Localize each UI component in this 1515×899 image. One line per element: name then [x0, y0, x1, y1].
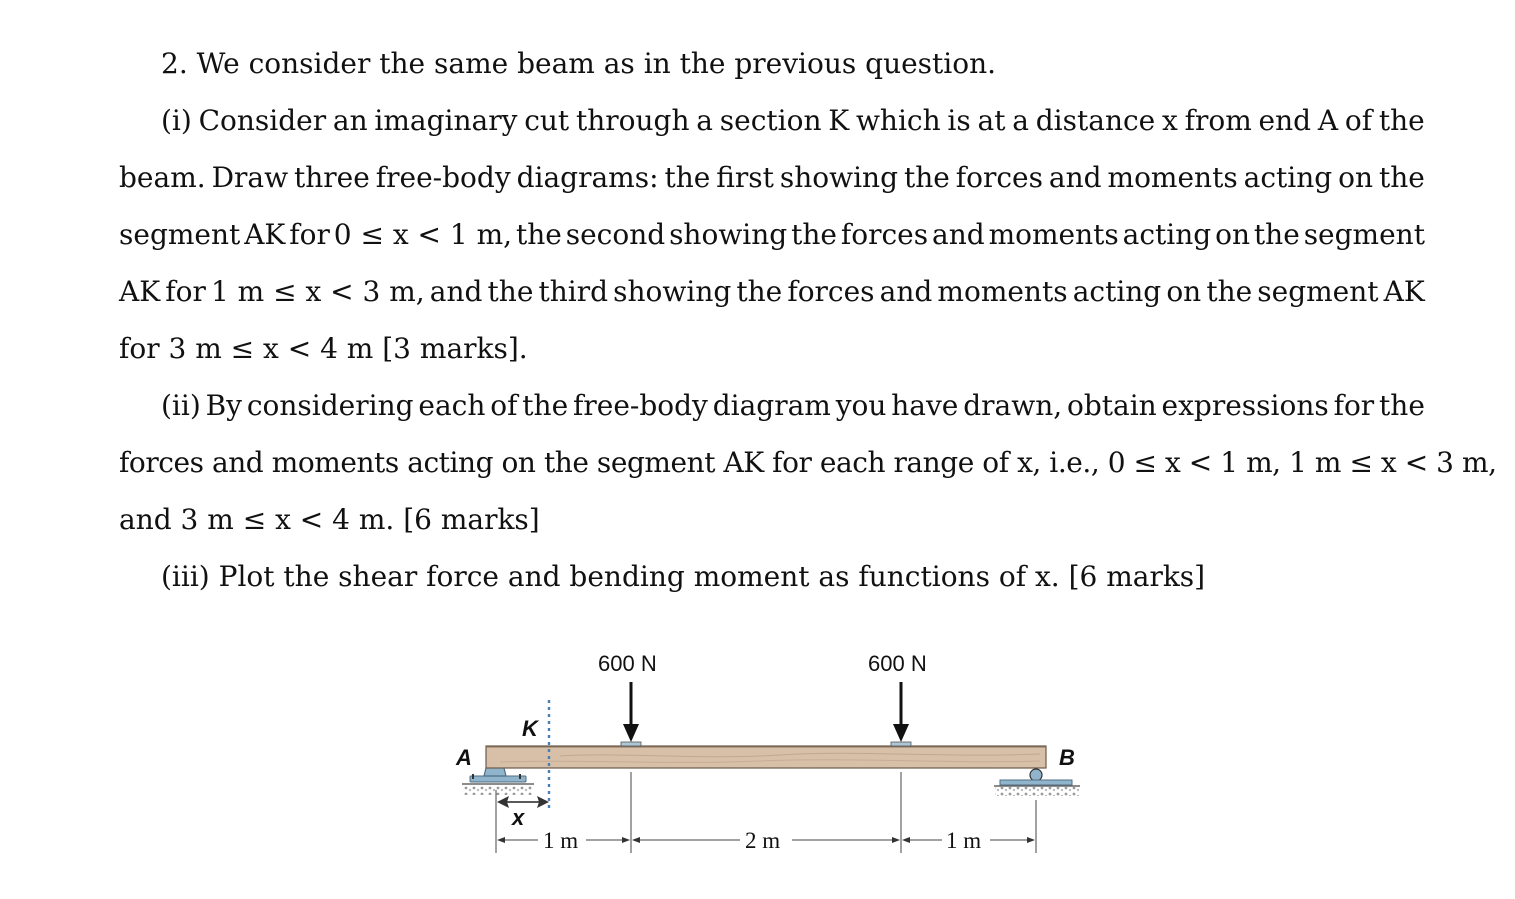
word: the [736, 275, 783, 308]
word: the [1379, 389, 1425, 422]
word: AK [244, 218, 286, 251]
word: the [515, 218, 562, 251]
word: acting [1072, 275, 1162, 308]
dimension-3-label: 1 m [946, 828, 982, 853]
word: K [828, 104, 850, 137]
word: acting [1122, 218, 1212, 251]
word: first [716, 161, 774, 194]
word: the [1378, 161, 1425, 194]
word: the [664, 161, 711, 194]
word: and [932, 218, 985, 251]
word: forces [955, 161, 1043, 194]
word: for [289, 218, 330, 251]
question-intro: 2. We consider the same beam as in the previous question. [161, 47, 997, 80]
word: AK [119, 275, 161, 308]
part-ii-line-2: forces and moments acting on the segment AK for each range of x, i.e., 0 ≤ x < 1 m, 1 m ≤ x < 3 m, [119, 446, 1497, 479]
word: distance [1035, 104, 1156, 137]
word: showing [669, 218, 788, 251]
word: considering [246, 389, 414, 422]
word: expressions [1161, 389, 1329, 422]
word: for [1333, 389, 1375, 422]
word: imaginary [374, 104, 518, 137]
word: for [165, 275, 206, 308]
word: segment [119, 218, 241, 251]
dimension-2-label: 2 m [745, 828, 781, 853]
part-i-line-5: for 3 m ≤ x < 4 m [3 marks]. [119, 332, 528, 365]
word: moments [937, 275, 1068, 308]
word: the [903, 161, 950, 194]
word: obtain [1066, 389, 1157, 422]
roller-support-b [994, 769, 1080, 796]
load-arrow-2 [893, 682, 909, 742]
word: three [294, 161, 370, 194]
word: drawn, [963, 389, 1063, 422]
word: at [977, 104, 1006, 137]
ground-a [463, 785, 533, 795]
part-iii-line-1: (iii) Plot the shear force and bending moment as functions of x. [6 marks] [161, 560, 1206, 593]
word: the [487, 275, 534, 308]
word: on [1166, 275, 1202, 308]
word: the [1253, 218, 1300, 251]
word: second [565, 218, 666, 251]
label-k: K [522, 716, 538, 741]
word: x [1162, 104, 1178, 137]
word: section [719, 104, 822, 137]
label-a: A [456, 745, 472, 770]
word: diagrams: [516, 161, 659, 194]
word: which [855, 104, 941, 137]
word: segment [1257, 275, 1379, 308]
load-2-label: 600 N [868, 651, 927, 676]
word: and [429, 275, 483, 308]
word: acting [1243, 161, 1333, 194]
word: from [1184, 104, 1252, 137]
word: showing [779, 161, 899, 194]
word: of [490, 389, 518, 422]
word: a [696, 104, 713, 137]
word: segment [1303, 218, 1425, 251]
word: forces [840, 218, 929, 251]
word: A [1317, 104, 1339, 137]
word: the [1378, 104, 1425, 137]
word: the [522, 389, 569, 422]
word: Consider [198, 104, 327, 137]
word: through [575, 104, 690, 137]
word: third [538, 275, 609, 308]
word: and [1048, 161, 1102, 194]
word: AK [1383, 275, 1425, 308]
dimension-1-label: 1 m [543, 828, 579, 853]
word: moments [1107, 161, 1238, 194]
word: forces [787, 275, 875, 308]
word: diagram [712, 389, 831, 422]
word: 0 ≤ x < 1 m, [333, 218, 513, 251]
word: of [1344, 104, 1373, 137]
word: on [1215, 218, 1251, 251]
label-x: x [512, 805, 525, 830]
load-arrow-1 [623, 682, 639, 742]
beam [486, 746, 1046, 768]
word: cut [524, 104, 570, 137]
word: a [1012, 104, 1029, 137]
word: (ii) [161, 389, 201, 422]
word: the [791, 218, 837, 251]
word: and [879, 275, 933, 308]
word: moments [988, 218, 1119, 251]
word: end [1258, 104, 1312, 137]
part-ii-line-3: and 3 m ≤ x < 4 m. [6 marks] [119, 503, 540, 536]
word: on [1338, 161, 1374, 194]
word: free-body [375, 161, 511, 194]
word: each [418, 389, 486, 422]
word: have [891, 389, 959, 422]
word: beam. [119, 161, 206, 194]
word: free-body [573, 389, 708, 422]
label-b: B [1059, 745, 1075, 770]
word: showing [613, 275, 732, 308]
word: (i) [161, 104, 192, 137]
word: an [332, 104, 368, 137]
load-1-label: 600 N [598, 651, 657, 676]
word: you [835, 389, 887, 422]
word: is [947, 104, 971, 137]
word: Draw [211, 161, 289, 194]
word: the [1206, 275, 1253, 308]
word: 1 m ≤ x < 3 m, [210, 275, 425, 308]
word: By [205, 389, 243, 422]
